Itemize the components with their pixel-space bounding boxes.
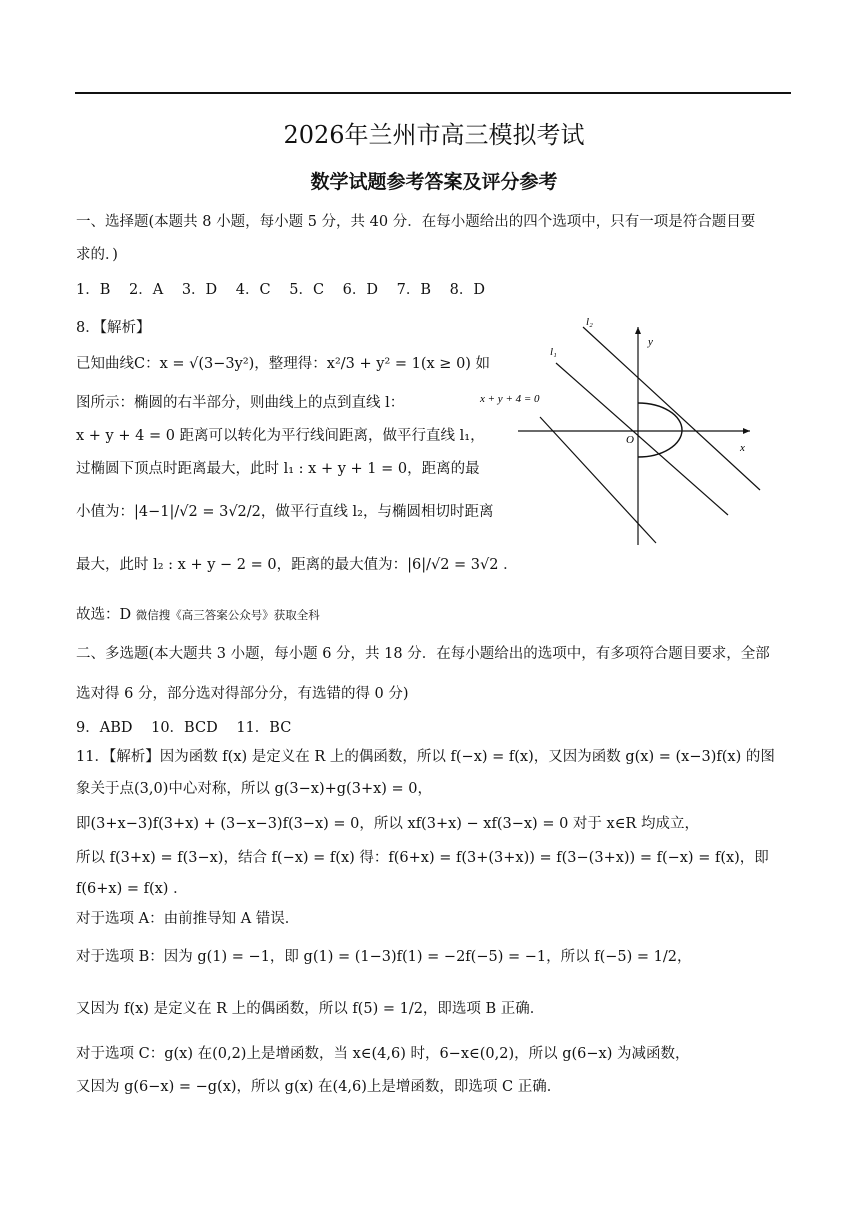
q8-choice-line — [76, 603, 320, 624]
q8-line-1: 已知曲线C：x = √(3−3y²)，整理得：x²/3 + y² = 1(x ≥ 0) 如 — [76, 356, 491, 372]
watermark-text: 微信搜《高三答案公众号》获取全科 — [135, 608, 320, 622]
q8-line-2: 图所示：椭圆的右半部分，则曲线上的点到直线 l： — [76, 395, 405, 411]
section1-heading-cont: 求的．) — [76, 247, 118, 263]
ellipse-figure — [478, 305, 778, 555]
q11-line-3: 即(3+x−3)f(3+x) + (3−x−3)f(3−x) = 0，所以 xf(3+x) − xf(3−x) = 0 对于 x∈R 均成立， — [76, 816, 699, 832]
line-l1 — [556, 363, 728, 515]
document-title: 2026年兰州市高三模拟考试 — [283, 121, 585, 149]
document-subtitle: 数学试题参考答案及评分参考 — [310, 171, 558, 193]
label-origin: O — [626, 434, 634, 446]
q11-line-4: 所以 f(3+x) = f(3−x)，结合 f(−x) = f(x) 得：f(6+x) = f(3+(3+x)) = f(3−(3+x)) = f(−x) = f(x)，即 — [76, 850, 769, 866]
answer-2: 2．A — [129, 282, 164, 298]
y-axis-arrow — [635, 327, 641, 334]
section1-answers — [76, 278, 499, 299]
label-line-equation: x + y + 4 = 0 — [480, 393, 540, 405]
q8-line-6: 最大，此时 l₂ : x + y − 2 = 0，距离的最大值为：|6|/√2 = 3√2 ． — [76, 557, 518, 573]
q11-option-a: 对于选项 A：由前推导知 A 错误． — [76, 911, 300, 927]
answer-6: 6．D — [342, 282, 379, 298]
q8-choice: 故选：D — [76, 607, 132, 623]
q11-line-2: 象关于点(3,0)中心对称，所以 g(3−x)+g(3+x) = 0， — [76, 781, 433, 797]
x-axis-arrow — [743, 428, 750, 434]
section2-answers — [76, 716, 305, 737]
section2-heading-cont: 选对得 6 分，部分选对得部分分，有选错的得 0 分) — [76, 686, 409, 702]
label-y: y — [648, 336, 653, 348]
answer-3: 3．D — [181, 282, 218, 298]
answer-7: 7．B — [396, 282, 432, 298]
q11-option-b: 对于选项 B：因为 g(1) = −1，即 g(1) = (1−3)f(1) = −2f(−5) = −1，所以 f(−5) = 1/2， — [76, 949, 692, 965]
q11-option-b-2: 又因为 f(x) 是定义在 R 上的偶函数，所以 f(5) = 1/2，即选项 B 正确． — [76, 1001, 545, 1017]
answer-10: 10．BCD — [151, 720, 218, 736]
q11-option-c: 对于选项 C：g(x) 在(0,2)上是增函数，当 x∈(4,6) 时，6−x∈(0,2)，所以 g(6−x) 为减函数， — [76, 1046, 690, 1062]
q8-line-3: x + y + 4 = 0 距离可以转化为平行线间距离，做平行直线 l₁， — [76, 428, 485, 444]
q11-line-5: f(6+x) = f(x) ． — [76, 881, 188, 897]
answer-11: 11．BC — [236, 720, 292, 736]
label-l1: l₁ — [550, 346, 557, 358]
section1-heading: 一、选择题(本题共 8 小题，每小题 5 分，共 40 分．在每小题给出的四个选项中，只有一项是符合题目要 — [76, 214, 756, 230]
answer-4: 4．C — [235, 282, 271, 298]
answer-1: 1．B — [76, 282, 111, 298]
q8-line-4: 过椭圆下顶点时距离最大，此时 l₁ : x + y + 1 = 0，距离的最 — [76, 461, 480, 477]
answer-9: 9．ABD — [76, 720, 133, 736]
q11-option-c-2: 又因为 g(6−x) = −g(x)，所以 g(x) 在(4,6)上是增函数，即选项 C 正确． — [76, 1079, 562, 1095]
top-rule — [75, 92, 791, 94]
label-x: x — [740, 442, 745, 454]
answer-5: 5．C — [289, 282, 325, 298]
half-ellipse — [638, 403, 682, 457]
q8-label: 8．【解析】 — [76, 320, 151, 336]
answer-8: 8．D — [449, 282, 485, 298]
q8-line-5: 小值为：|4−1|/√2 = 3√2/2，做平行直线 l₂，与椭圆相切时距离 — [76, 504, 494, 520]
label-l2: l₂ — [586, 316, 593, 328]
q11-line-1: 11．【解析】因为函数 f(x) 是定义在 R 上的偶函数，所以 f(−x) = f(x)，又因为函数 g(x) = (x−3)f(x) 的图 — [76, 749, 775, 765]
section2-heading: 二、多选题(本大题共 3 小题，每小题 6 分，共 18 分．在每小题给出的选项中，有多项符合题目要求，全部 — [76, 646, 770, 662]
